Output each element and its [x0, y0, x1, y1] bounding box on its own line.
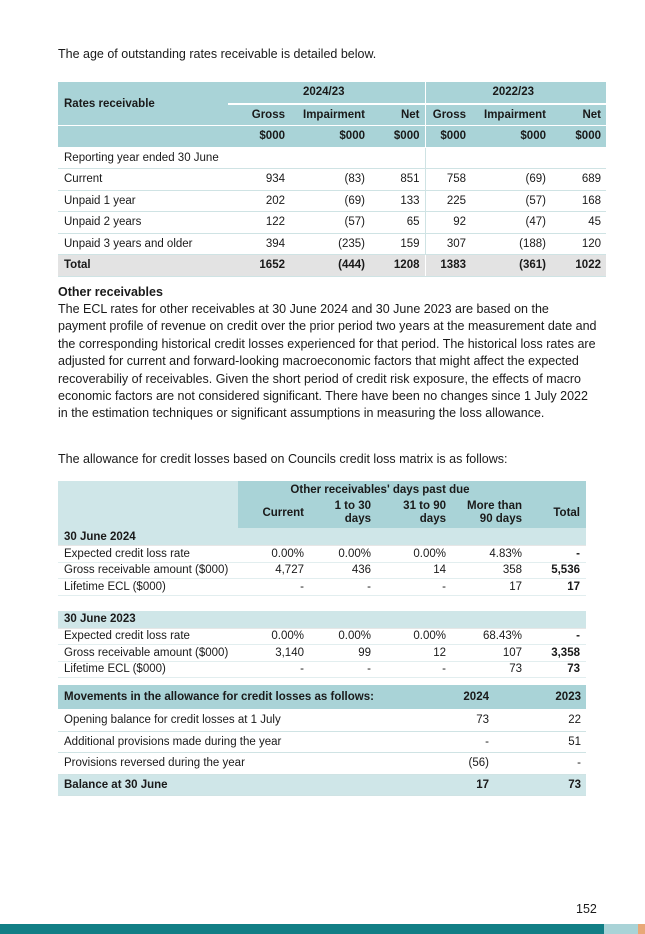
col-header: 2024: [410, 685, 494, 710]
table-row: Provisions reversed during the year (56) -: [58, 753, 586, 775]
col-header: Impairment: [471, 104, 551, 126]
table-row: Lifetime ECL ($000) - - - 17 17: [58, 579, 586, 596]
section-heading: Other receivables: [58, 285, 163, 299]
year-header-2022: 2022/23: [425, 82, 606, 104]
col-header: Gross: [228, 104, 290, 126]
intro-text: The age of outstanding rates receivable is detailed below.: [58, 47, 377, 61]
table-row: Unpaid 2 years 122 (57) 65 92 (47) 45: [58, 212, 606, 234]
unit-header: $000: [370, 126, 425, 148]
table-row: Additional provisions made during the year - 51: [58, 731, 586, 753]
allowance-movements-table: [58, 685, 586, 796]
section-label: Reporting year ended 30 June: [58, 147, 425, 169]
footer-bar-accent: [638, 924, 645, 934]
table-row: Opening balance for credit losses at 1 July 73 22: [58, 710, 586, 732]
credit-loss-matrix-table: [58, 481, 586, 678]
section-title: 30 June 2023: [58, 611, 586, 629]
table-row: Expected credit loss rate 0.00% 0.00% 0.00% 4.83% -: [58, 546, 586, 563]
body-paragraph: The ECL rates for other receivables at 30 June 2024 and 30 June 2023 are based on the payment profile of revenue on credit over the prior period two years at the measurement date and the corresponding historical credit losses experienced for that period. The historical loss rates are adjusted for current and forward-looking macroeconomic factors that might affect the expected recoverabiliy of receivables. Given the short period of credit risk exposure, the effects of macro economic factors are not considered significant. There have been no changes since 1 July 2022 in the estimation techniques or significant assumptions in measuring the loss allowance.: [58, 302, 597, 421]
table-row: Lifetime ECL ($000) - - - 73 73: [58, 661, 586, 678]
table-row: Unpaid 1 year 202 (69) 133 225 (57) 168: [58, 190, 606, 212]
unit-header: $000: [551, 126, 606, 148]
col-header: Net: [551, 104, 606, 126]
table-row: Current 934 (83) 851 758 (69) 689: [58, 169, 606, 191]
unit-header: $000: [471, 126, 551, 148]
total-row: Total 1652 (444) 1208 1383 (361) 1022: [58, 255, 606, 277]
table-row: Unpaid 3 years and older 394 (235) 159 307 (188) 120: [58, 233, 606, 255]
movements-header: Movements in the allowance for credit losses as follows:: [58, 685, 410, 710]
unit-header: $000: [290, 126, 370, 148]
col-header: Current: [238, 498, 310, 528]
group-header: Other receivables' days past due: [238, 481, 528, 498]
col-header: 2023: [494, 685, 586, 710]
footer-bar-light: [604, 924, 638, 934]
col-header: 31 to 90 days: [377, 498, 452, 528]
col-header: Net: [370, 104, 425, 126]
table-row: Gross receivable amount ($000) 3,140 99 12 107 3,358: [58, 645, 586, 662]
col-header: Gross: [425, 104, 471, 126]
col-header: Total: [528, 498, 586, 528]
table-row: Expected credit loss rate 0.00% 0.00% 0.00% 68.43% -: [58, 628, 586, 645]
unit-header: $000: [425, 126, 471, 148]
unit-header: $000: [228, 126, 290, 148]
col-header: 1 to 30 days: [310, 498, 377, 528]
total-row: Balance at 30 June 17 73: [58, 774, 586, 796]
section-title: 30 June 2024: [58, 528, 586, 546]
rates-receivable-table: [58, 82, 606, 277]
year-header-2024: 2024/23: [228, 82, 425, 104]
table-row: Gross receivable amount ($000) 4,727 436 14 358 5,536: [58, 562, 586, 579]
lead-text: The allowance for credit losses based on Councils credit loss matrix is as follows:: [58, 452, 508, 466]
col-header: Impairment: [290, 104, 370, 126]
page-number: 152: [576, 902, 597, 916]
footer-bar: [0, 924, 604, 934]
rates-label-header: Rates receivable: [58, 82, 228, 126]
col-header: More than 90 days: [452, 498, 528, 528]
